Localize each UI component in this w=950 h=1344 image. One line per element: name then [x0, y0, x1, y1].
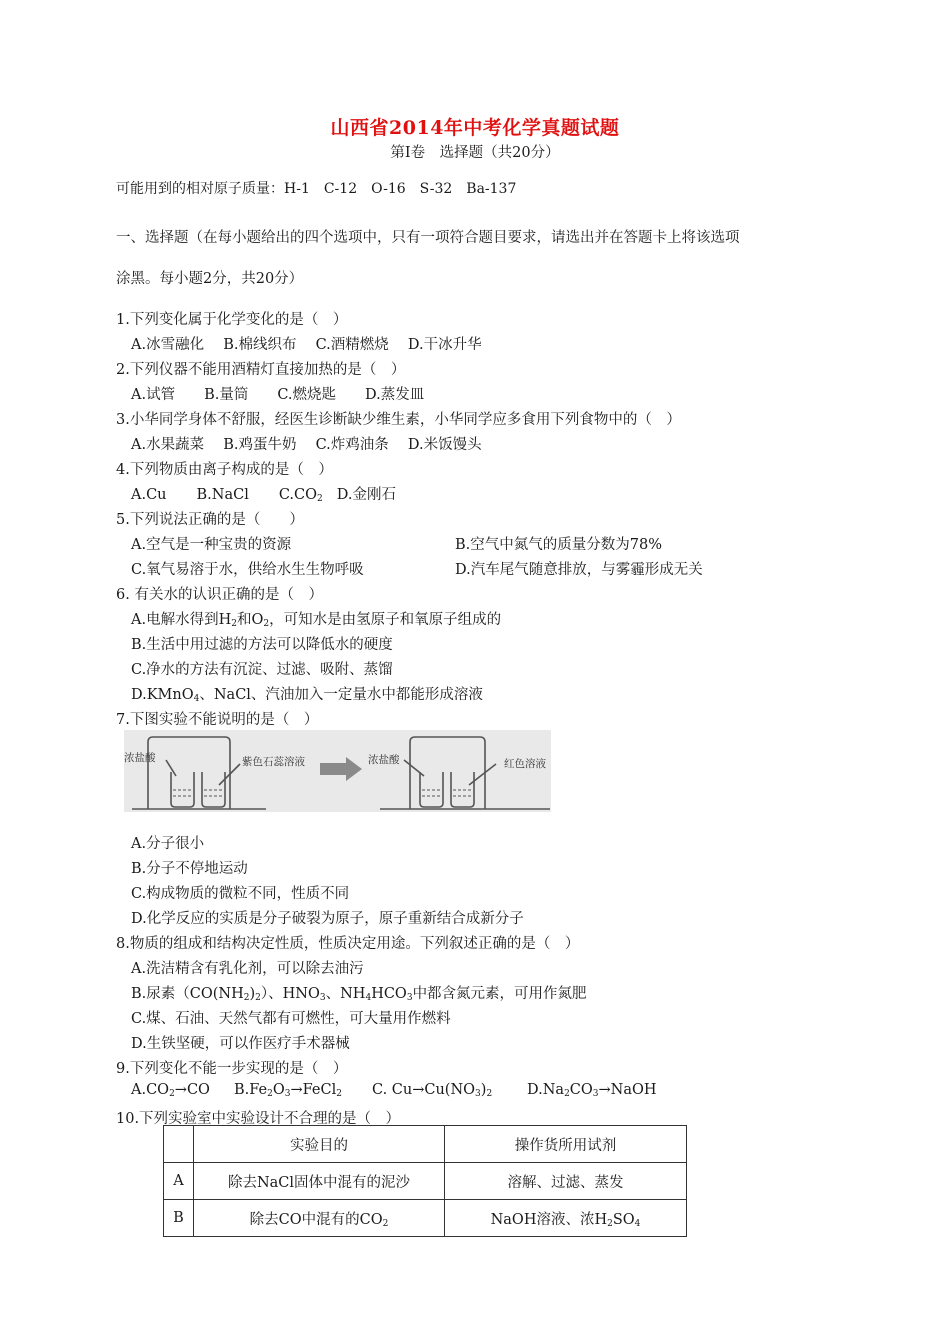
- table-cell: 溶解、过滤、蒸发: [445, 1163, 687, 1200]
- table-cell: NaOH溶液、浓$H_2SO_4$: [445, 1200, 687, 1237]
- question-10-stem: 10.下列实验室中实验设计不合理的是（ ）: [116, 1111, 401, 1127]
- table-header-cell: [164, 1126, 194, 1163]
- section-instructions-line1: 一、选择题（在每小题给出的四个选项中，只有一项符合题目要求，请选出并在答题卡上将该选项: [116, 230, 740, 246]
- question-9-option-d: $D.Na_2CO_3\to NaOH$: [527, 1082, 657, 1099]
- question-6-stem: 6. 有关水的认识正确的是（ ）: [116, 587, 323, 603]
- question-5-option-d: D.汽车尾气随意排放，与雾霾形成无关: [455, 562, 703, 578]
- question-3-options: A.水果蔬菜 B.鸡蛋牛奶 C.炸鸡油条 D.米饭馒头: [131, 437, 482, 453]
- figure-label-right-1: 紫色石蕊溶液: [242, 756, 305, 768]
- table-header-cell: 操作货所用试剂: [445, 1126, 687, 1163]
- question-5-option-b: B.空气中氮气的质量分数为78%: [455, 537, 662, 553]
- question-9-option-b: $B.Fe_2O_3\to FeCl_2$: [234, 1082, 342, 1099]
- question-8-option-a: A.洗洁精含有乳化剂，可以除去油污: [131, 961, 364, 977]
- section-instructions-line2: 涂黑。每小题2分，共20分）: [116, 271, 304, 287]
- question-4-options: [131, 483, 396, 504]
- question-2-stem: 2.下列仪器不能用酒精灯直接加热的是（ ）: [116, 362, 406, 378]
- question-3-stem: 3.小华同学身体不舒服，经医生诊断缺少维生素，小华同学应多食用下列食物中的（ ）: [116, 412, 681, 428]
- experiment-table: [163, 1125, 687, 1237]
- question-8-option-c: C.煤、石油、天然气都有可燃性，可大量用作燃料: [131, 1011, 451, 1027]
- option-b: B.NaCl: [196, 487, 249, 503]
- atomic-mass-note: 可能用到的相对原子质量：H-1 C-12 O-16 S-32 Ba-137: [116, 181, 517, 197]
- question-9-option-a: $A.CO_2\to CO$: [131, 1082, 210, 1099]
- option-c: $C.CO_2$: [278, 487, 323, 504]
- question-7-option-c: C.构成物质的微粒不同，性质不同: [131, 886, 350, 902]
- question-2-options: A.试管 B.量筒 C.燃烧匙 D.蒸发皿: [131, 387, 425, 403]
- question-1-stem: 1.下列变化属于化学变化的是（ ）: [116, 312, 348, 328]
- question-7-stem: 7.下图实验不能说明的是（ ）: [116, 712, 319, 728]
- table-cell: 除去NaCl固体中混有的泥沙: [194, 1163, 445, 1200]
- table-header-row: [164, 1126, 687, 1163]
- question-7-option-b: B.分子不停地运动: [131, 861, 248, 877]
- table-row: [164, 1200, 687, 1237]
- question-4-stem: 4.下列物质由离子构成的是（ ）: [116, 462, 333, 478]
- table-cell: A: [164, 1163, 194, 1200]
- page-title: 山西省2014年中考化学真题试题: [330, 117, 620, 139]
- question-5-stem: 5.下列说法正确的是（ ）: [116, 512, 304, 528]
- table-cell: B: [164, 1200, 194, 1237]
- figure-label-right-2: 红色溶液: [504, 758, 546, 770]
- question-7-option-d: D.化学反应的实质是分子破裂为原子，原子重新结合成新分子: [131, 911, 524, 927]
- question-9-stem: 9.下列变化不能一步实现的是（ ）: [116, 1061, 348, 1077]
- question-7-option-a: A.分子很小: [131, 836, 205, 852]
- question-6-option-b: B.生活中用过滤的方法可以降低水的硬度: [131, 637, 393, 653]
- question-6-option-c: C.净水的方法有沉淀、过滤、吸附、蒸馏: [131, 662, 393, 678]
- table-row: [164, 1163, 687, 1200]
- section-subtitle: 第Ⅰ卷 选择题（共20分）: [390, 145, 560, 161]
- question-1-options: A.冰雪融化 B.棉线织布 C.酒精燃烧 D.干冰升华: [131, 337, 482, 353]
- option-d: D.金刚石: [336, 487, 396, 503]
- figure-label-left-1: 浓盐酸: [124, 752, 156, 764]
- option-a: A.Cu: [131, 487, 167, 503]
- question-5-option-c: C.氧气易溶于水，供给水生生物呼吸: [131, 562, 364, 578]
- question-9-option-c: C. $Cu\to Cu(NO_3)_2$: [372, 1082, 493, 1099]
- experiment-figure: [124, 730, 551, 812]
- figure-label-left-2: 浓盐酸: [368, 754, 400, 766]
- question-6-option-d: D.KMnO$_4$、NaCl、汽油加入一定量水中都能形成溶液: [131, 687, 483, 704]
- table-cell: 除去CO中混有的$CO_2$: [194, 1200, 445, 1237]
- question-8-option-b: B.尿素$(CO(NH_2)_2)$、$HNO_3$、$NH_4HCO_3$中都含氮元素，可用作氮肥: [131, 986, 587, 1003]
- question-5-option-a: A.空气是一种宝贵的资源: [131, 537, 292, 553]
- question-8-stem: 8.物质的组成和结构决定性质，性质决定用途。下列叙述正确的是（ ）: [116, 936, 580, 952]
- question-8-option-d: D.生铁坚硬，可以作医疗手术器械: [131, 1036, 350, 1052]
- table-header-cell: 实验目的: [194, 1126, 445, 1163]
- question-6-option-a: A.电解水得到$H_2$和$O_2$，可知水是由氢原子和氧原子组成的: [131, 612, 502, 629]
